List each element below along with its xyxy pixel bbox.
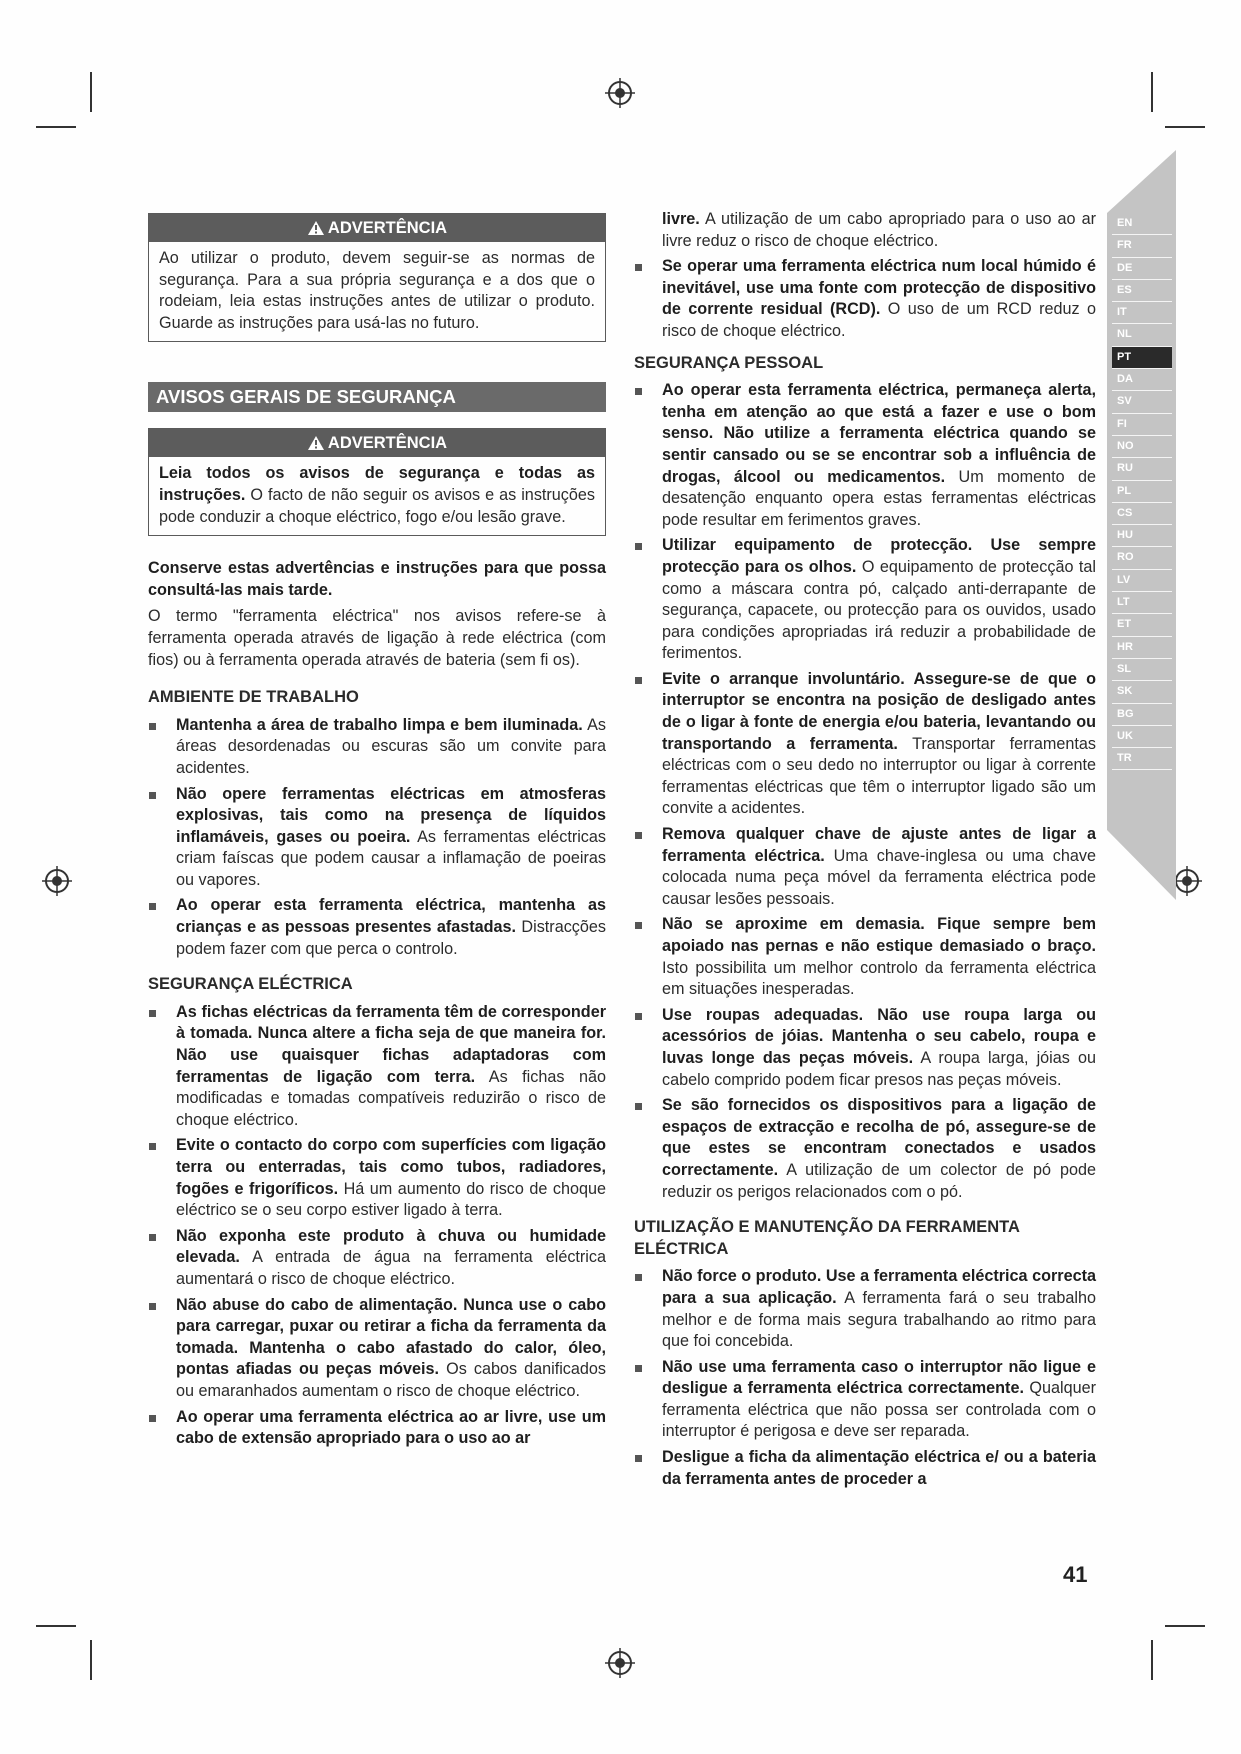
language-tab-sl[interactable]: SL [1112,659,1172,681]
crop-mark [90,72,92,112]
language-tab-uk[interactable]: UK [1112,726,1172,748]
warning-header [149,214,605,242]
language-tab-strip [1107,150,1176,900]
personal-safety-heading: SEGURANÇA PESSOAL [634,353,824,372]
warning-text: Leia todos os avisos de segurança e todas as instruções. O facto de não seguir os avisos e as instruções pode conduzir a choque eléctrico, fogo e/ou lesão grave. [159,464,595,526]
language-tab-es[interactable]: ES [1112,280,1172,302]
list-item: Não force o produto. Use a ferramenta eléctrica correcta para a sua aplicação. A ferramenta fará o seu trabalho melhor e de forma mais segura trabalhando ao ritmo para que foi concebida. [634,1266,1096,1352]
electrical-safety-heading: SEGURANÇA ELÉCTRICA [148,975,353,994]
warning-box [148,428,606,536]
warning-text: Ao utilizar o produto, devem seguir-se as normas de segurança. Para a sua própria segurança e a dos que o rodeiam, leia estas instruções antes de utilizar o produto. Guarde as instruções para usá-las no futuro. [159,249,595,332]
crop-mark [90,1640,92,1680]
language-tab-no[interactable]: NO [1112,436,1172,458]
warning-title: ADVERTÊNCIA [327,434,448,453]
list-item: Utilizar equipamento de protecção. Use sempre protecção para os olhos. O equipamento de protecção tal como a máscara contra pó, calçado anti-derrapante de segurança, capacete, ou protecção para os ouvidos, usado para condições apropriadas irá reduzir a probabilidade de ferimentos. [634,535,1096,665]
list-item: As fichas eléctricas da ferramenta têm de corresponder à tomada. Nunca altere a ficha seja de que maneira for. Não use quaisquer fichas adaptadoras com ferramentas de ligação com terra. As fichas não modificadas e tomadas compatíveis reduzirão o risco de choque eléctrico. [148,1002,606,1132]
registration-mark-icon [605,78,635,108]
language-tab-hr[interactable]: HR [1112,637,1172,659]
tool-use-list [634,1266,1096,1490]
language-tab-da[interactable]: DA [1112,369,1172,391]
language-tab-ro[interactable]: RO [1112,547,1172,569]
list-item: Use roupas adequadas. Não use roupa larga ou acessórios de jóias. Mantenha o seu cabelo, roupa e luvas longe das peças móveis. A roupa larga, jóias ou cabelo comprido podem ficar presos nas peças móveis. [634,1005,1096,1091]
list-item: Evite o arranque involuntário. Assegure-se de que o interruptor se encontra na posição de desligado antes de o ligar à fonte de energia e/ou bateria, levantando ou transportando a ferramenta. Transportar ferramentas eléctricas com o seu dedo no interruptor ou ligar à corrente ferramentas eléctricas que têm o interruptor ligado são um convite a acidentes. [634,669,1096,820]
registration-mark-icon [605,1648,635,1678]
registration-mark-icon [42,866,72,896]
list-item: Não opere ferramentas eléctricas em atmosferas explosivas, tais como na presença de líquidos inflamáveis, gases ou poeira. As ferramentas eléctricas criam faíscas que podem causar a inflamação de poeiras ou vapores. [148,784,606,892]
personal-safety-list [634,380,1096,1203]
continued-paragraph: livre. A utilização de um cabo apropriado para o uso ao ar livre reduz o risco de choque eléctrico. [662,210,1096,250]
language-tab-hu[interactable]: HU [1112,525,1172,547]
list-item: Se são fornecidos os dispositivos para a ligação de espaços de extracção e recolha de pó, assegure-se de que estes se encontram conectados e usados correctamente. A utilização de um colector de pó pode reduzir os perigos relacionados com o pó. [634,1095,1096,1203]
language-tab-ru[interactable]: RU [1112,458,1172,480]
language-tab-it[interactable]: IT [1112,302,1172,324]
language-tab-cs[interactable]: CS [1112,503,1172,525]
list-item: Se operar uma ferramenta eléctrica num local húmido é inevitável, use uma fonte com protecção de dispositivo de corrente residual (RCD). O uso de um RCD reduz o risco de choque eléctrico. [634,256,1096,342]
warning-header [149,429,605,457]
registration-mark-icon [1172,866,1202,896]
rcd-list [634,256,1096,342]
language-tab-sk[interactable]: SK [1112,681,1172,703]
language-tab-nl[interactable]: NL [1112,324,1172,346]
list-item: Evite o contacto do corpo com superfícies com ligação terra ou enterradas, tais como tubos, radiadores, fogões e frigoríficos. Há um aumento do risco de choque eléctrico se o seu corpo estiver ligado à terra. [148,1135,606,1221]
language-tab-fr[interactable]: FR [1112,235,1172,257]
language-tab-pt[interactable]: PT [1112,347,1172,369]
list-item: Não se aproxime em demasia. Fique sempre bem apoiado nas pernas e não estique demasiado o braço. Isto possibilita um melhor controlo da ferramenta eléctrica em situações inesperadas. [634,914,1096,1000]
warning-triangle-icon [307,220,325,236]
list-item: Ao operar esta ferramenta eléctrica, permaneça alerta, tenha em atenção ao que está a fazer e use o bom senso. Não utilize a ferramenta eléctrica quando se sentir cansado ou se se encontrar sob a influência de drogas, álcool ou medicamentos. Um momento de desatenção enquanto opera estas ferramentas eléctricas pode resultar em ferimentos graves. [634,380,1096,531]
list-item: Não abuse do cabo de alimentação. Nunca use o cabo para carregar, puxar ou retirar a ficha da ferramenta da tomada. Mantenha o cabo afastado do calor, óleo, pontas afiadas ou peças móveis. Os cabos danificados ou emaranhados aumentam o risco de choque eléctrico. [148,1295,606,1403]
left-column [148,213,606,1454]
keep-instructions-note: Conserve estas advertências e instruções para que possa consultá-las mais tarde. [148,559,606,599]
list-item: Mantenha a área de trabalho limpa e bem iluminada. As áreas desordenadas ou escuras são um convite para acidentes. [148,715,606,780]
crop-mark [36,126,76,128]
language-tab-en[interactable]: EN [1112,213,1172,235]
crop-mark [1151,72,1153,112]
list-item: Ao operar esta ferramenta eléctrica, mantenha as crianças e as pessoas presentes afastadas. Distracções podem fazer com que perca o controlo. [148,895,606,960]
language-tab-de[interactable]: DE [1112,258,1172,280]
language-tab-et[interactable]: ET [1112,614,1172,636]
language-tab-tr[interactable]: TR [1112,748,1172,770]
language-tab-sv[interactable]: SV [1112,391,1172,413]
work-area-heading: AMBIENTE DE TRABALHO [148,688,359,707]
tool-use-heading: UTILIZAÇÃO E MANUTENÇÃO DA FERRAMENTA ELÉCTRICA [634,1218,1020,1258]
crop-mark [36,1625,76,1627]
electrical-safety-list [148,1002,606,1450]
crop-mark [1165,126,1205,128]
warning-box [148,213,606,342]
work-area-list [148,715,606,961]
right-column [634,209,1096,1494]
page-number: 41 [1063,1562,1088,1587]
warning-title: ADVERTÊNCIA [327,219,448,237]
list-item: Não exponha este produto à chuva ou humidade elevada. A entrada de água na ferramenta eléctrica aumentará o risco de choque eléctrico. [148,1226,606,1291]
crop-mark [1165,1625,1205,1627]
language-tab-pl[interactable]: PL [1112,481,1172,503]
language-tab-lv[interactable]: LV [1112,570,1172,592]
list-item: Remova qualquer chave de ajuste antes de ligar a ferramenta eléctrica. Uma chave-inglesa ou uma chave colocada numa peça móvel da ferramenta eléctrica pode causar lesões pessoais. [634,824,1096,910]
list-item: Desligue a ficha da alimentação eléctrica e/ ou a bateria da ferramenta antes de proceder a [634,1447,1096,1490]
list-item: Não use uma ferramenta caso o interruptor não ligue e desligue a ferramenta eléctrica correctamente. Qualquer ferramenta eléctrica que não possa ser controlada com o interruptor é perigosa e deve ser reparada. [634,1357,1096,1443]
language-tab-fi[interactable]: FI [1112,414,1172,436]
section-band-general-safety: AVISOS GERAIS DE SEGURANÇA [148,382,606,412]
crop-mark [1151,1640,1153,1680]
list-item: Ao operar uma ferramenta eléctrica ao ar livre, use um cabo de extensão apropriado para o uso ao ar [148,1407,606,1450]
language-list [1112,213,1172,770]
warning-triangle-icon [307,435,325,451]
term-definition: O termo "ferramenta eléctrica" nos avisos refere-se à ferramenta operada através de ligação à rede eléctrica (com fios) ou à ferramenta operada através de bateria (sem fi os). [148,607,606,669]
language-tab-lt[interactable]: LT [1112,592,1172,614]
language-tab-bg[interactable]: BG [1112,704,1172,726]
